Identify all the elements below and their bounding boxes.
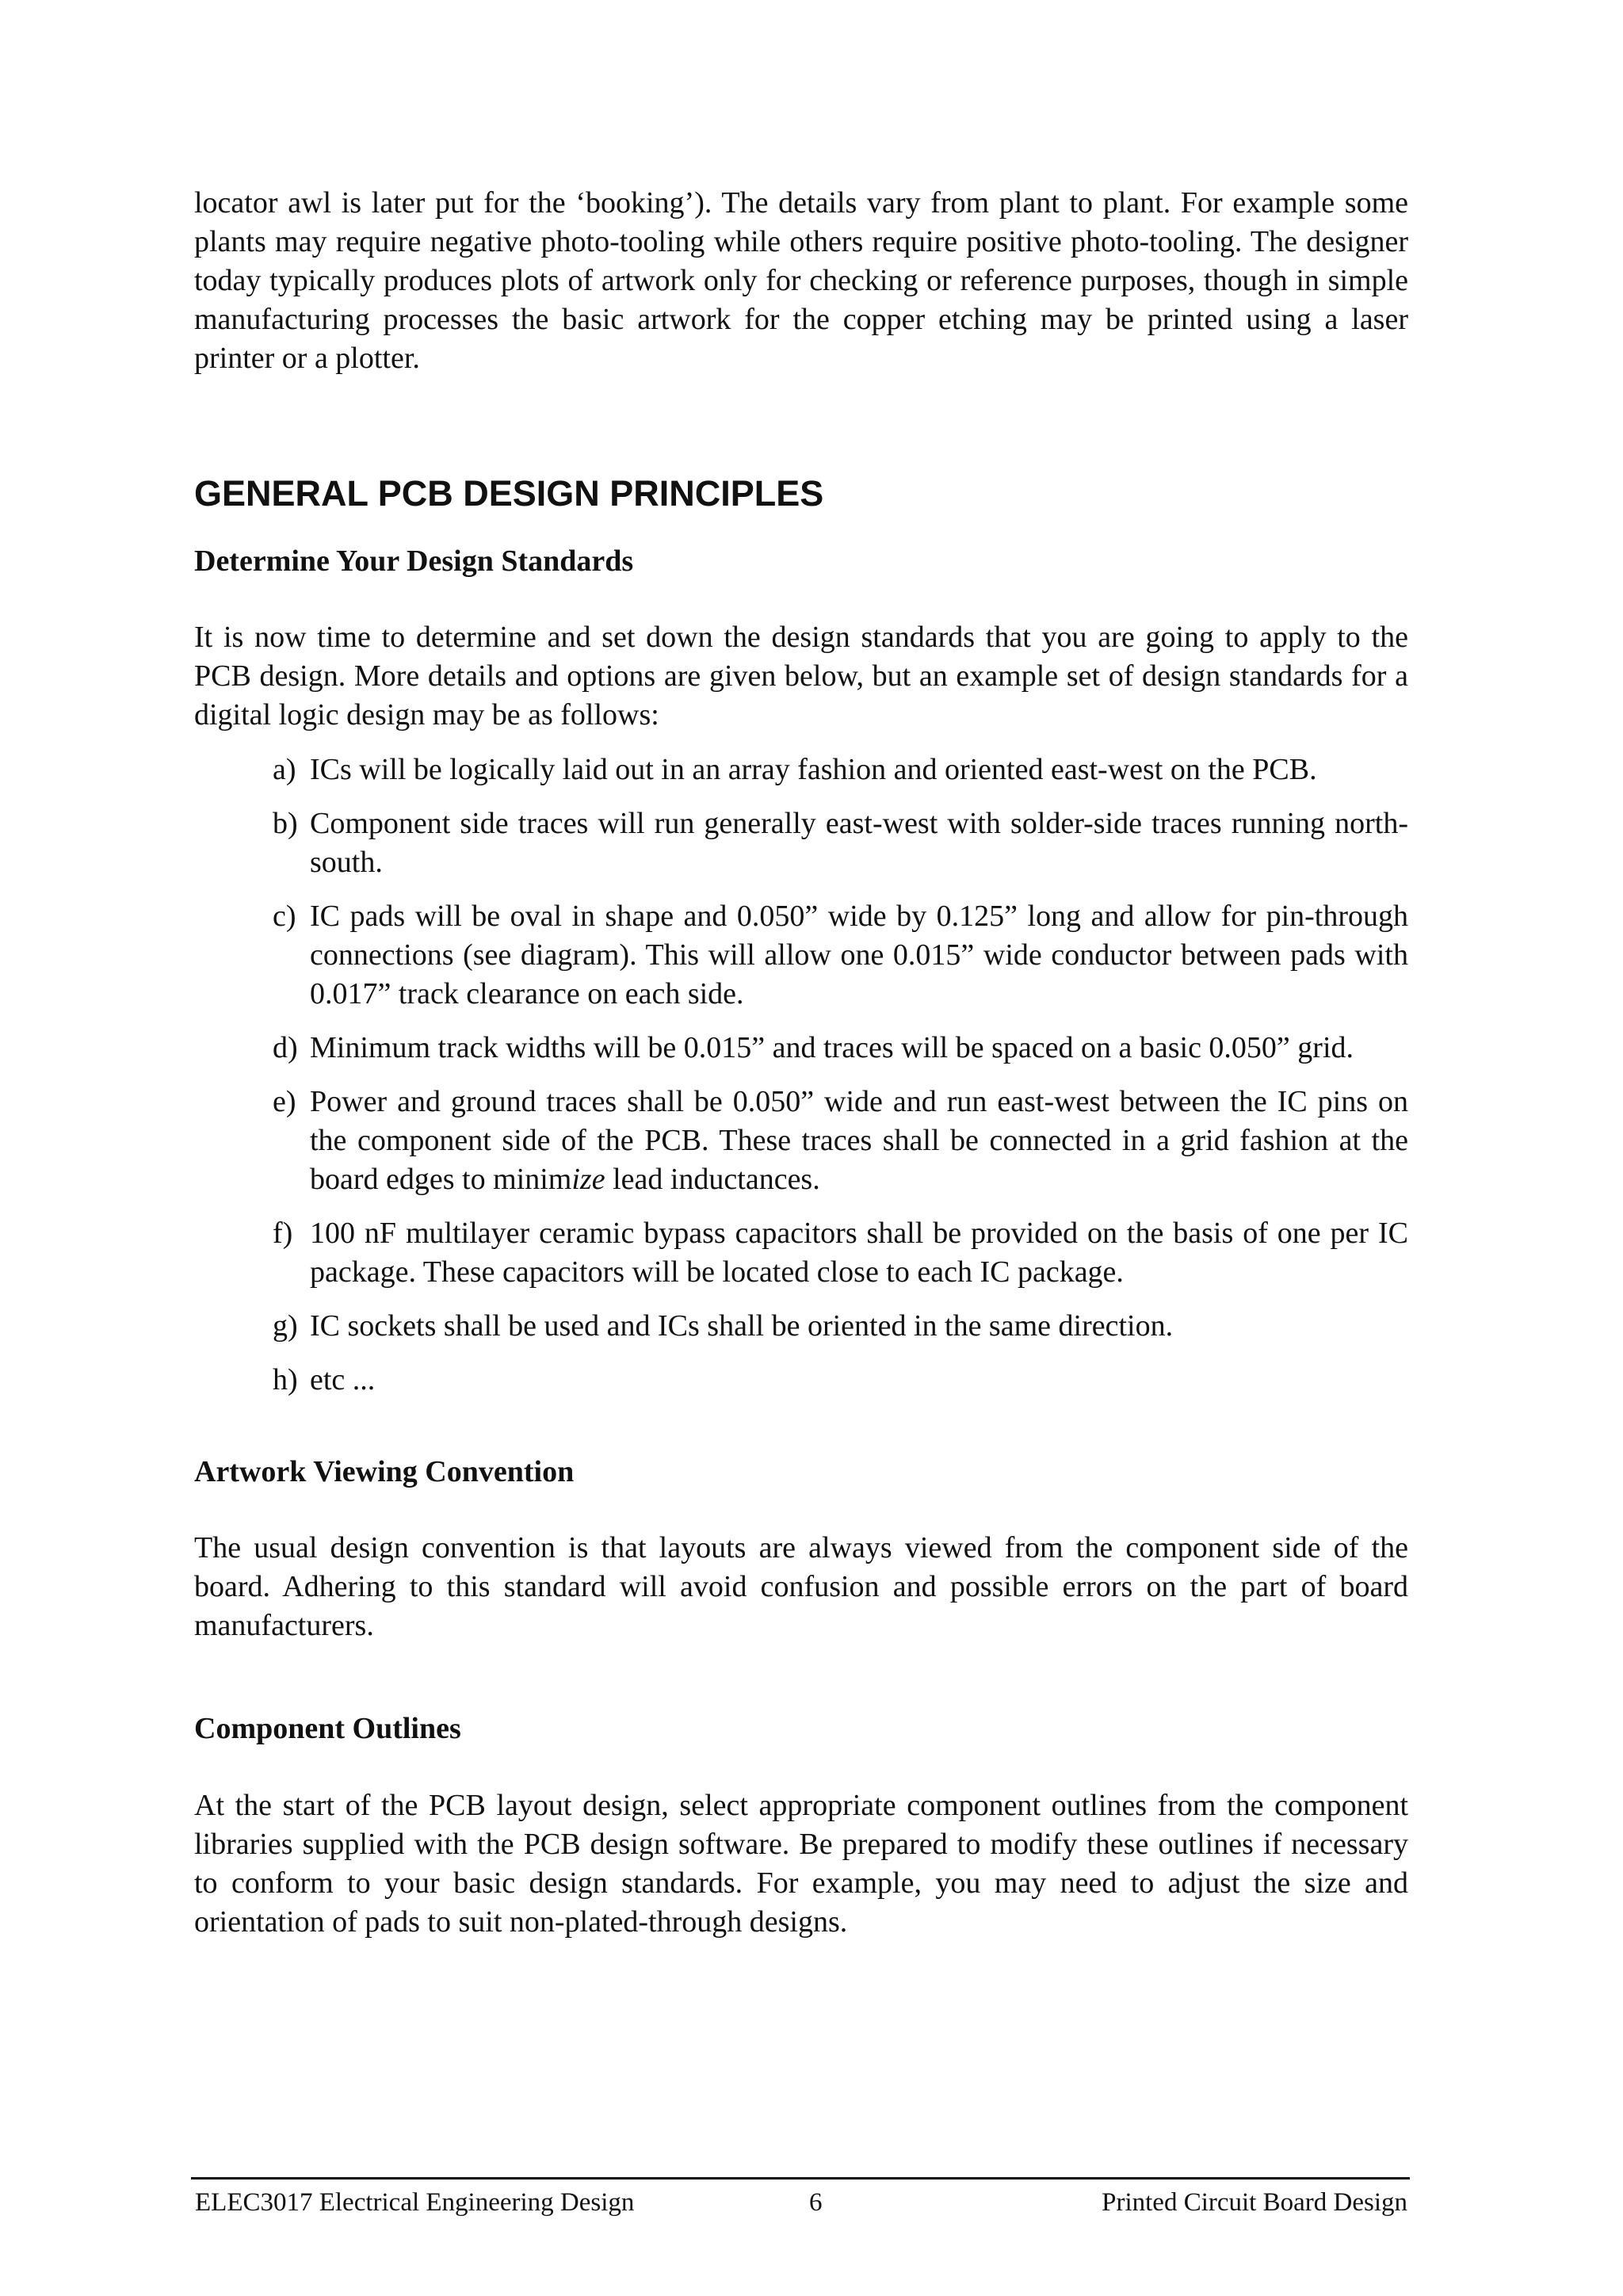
- list-item-text-part: lead inductances.: [605, 1163, 820, 1196]
- design-standards-heading: Determine Your Design Standards: [194, 544, 634, 578]
- list-item: [273, 1029, 1408, 1068]
- list-item-marker: d): [273, 1031, 298, 1064]
- list-item-text: IC pads will be oval in shape and 0.050” wide by 0.125” long and allow for pin-through connections (see diagram). This will allow one 0.015” wide conductor between pads with 0.017” track clearance on each side.: [310, 900, 1408, 1010]
- section-heading: GENERAL PCB DESIGN PRINCIPLES: [194, 473, 824, 514]
- component-outlines-heading: Component Outlines: [194, 1712, 461, 1745]
- design-standards-paragraph: It is now time to determine and set down the design standards that you are going to apply to the PCB design. More details and options are given below, but an example set of design standards for a digital logic design may be as follows:: [194, 621, 1408, 732]
- list-item-text: [310, 1083, 1408, 1199]
- list-item-marker: e): [273, 1085, 296, 1118]
- artwork-viewing-heading: Artwork Viewing Convention: [194, 1455, 575, 1488]
- footer-page-number: 6: [809, 2188, 823, 2217]
- list-item-marker: f): [273, 1217, 293, 1250]
- list-item-text: 100 nF multilayer ceramic bypass capacitors shall be provided on the basis of one per IC package. These capacitors will be located close to each IC package.: [310, 1217, 1408, 1289]
- page-footer: [191, 2177, 1410, 2221]
- document-page: [194, 184, 1408, 1942]
- design-standards-list: [194, 751, 1408, 1400]
- list-item-marker: a): [273, 753, 296, 786]
- list-item-text: Minimum track widths will be 0.015” and traces will be spaced on a basic 0.050” grid.: [310, 1031, 1354, 1064]
- intro-paragraph: locator awl is later put for the ‘booking’). The details vary from plant to plant. For example some plants may require negative photo-tooling while others require positive photo-tooling. The designer today typically produces plots of artwork only for checking or reference purposes, though in simple manufacturing processes the basic artwork for the copper etching may be printed using a laser printer or a plotter.: [194, 186, 1408, 375]
- list-item: [273, 1083, 1408, 1199]
- list-item-text: ICs will be logically laid out in an array fashion and oriented east-west on the PCB.: [310, 753, 1317, 786]
- list-item-marker: b): [273, 807, 298, 840]
- list-item-marker: c): [273, 900, 296, 933]
- list-item-text: Component side traces will run generally east-west with solder-side traces running north-south.: [310, 807, 1408, 879]
- list-item-marker: g): [273, 1309, 298, 1343]
- footer-course-title: ELEC3017 Electrical Engineering Design: [195, 2188, 635, 2217]
- component-outlines-paragraph: At the start of the PCB layout design, select appropriate component outlines from the component libraries supplied with the PCB design software. Be prepared to modify these outlines if necessary to conform to your basic design standards. For example, you may need to adjust the size and orientation of pads to suit non-plated-through designs.: [194, 1789, 1408, 1939]
- list-item: [273, 1361, 1408, 1400]
- list-item: [273, 1214, 1408, 1292]
- list-item-text: etc ...: [310, 1363, 376, 1396]
- list-item: [273, 751, 1408, 789]
- list-item: [273, 897, 1408, 1014]
- list-item-text-part: Power and ground traces shall be 0.050” wide and run east-west between the IC pins on the component side of the PCB. These traces shall be connected in a grid fashion at the board edges to minim: [310, 1085, 1408, 1196]
- italic-text: ize: [571, 1163, 605, 1196]
- list-item-text: IC sockets shall be used and ICs shall be oriented in the same direction.: [310, 1309, 1174, 1343]
- footer-document-title: Printed Circuit Board Design: [1102, 2188, 1407, 2217]
- list-item: [273, 1307, 1408, 1346]
- artwork-viewing-paragraph: The usual design convention is that layouts are always viewed from the component side of the board. Adhering to this standard will avoid confusion and possible errors on the part of board manufacturers.: [194, 1531, 1408, 1642]
- list-item: [273, 804, 1408, 882]
- list-item-marker: h): [273, 1363, 298, 1396]
